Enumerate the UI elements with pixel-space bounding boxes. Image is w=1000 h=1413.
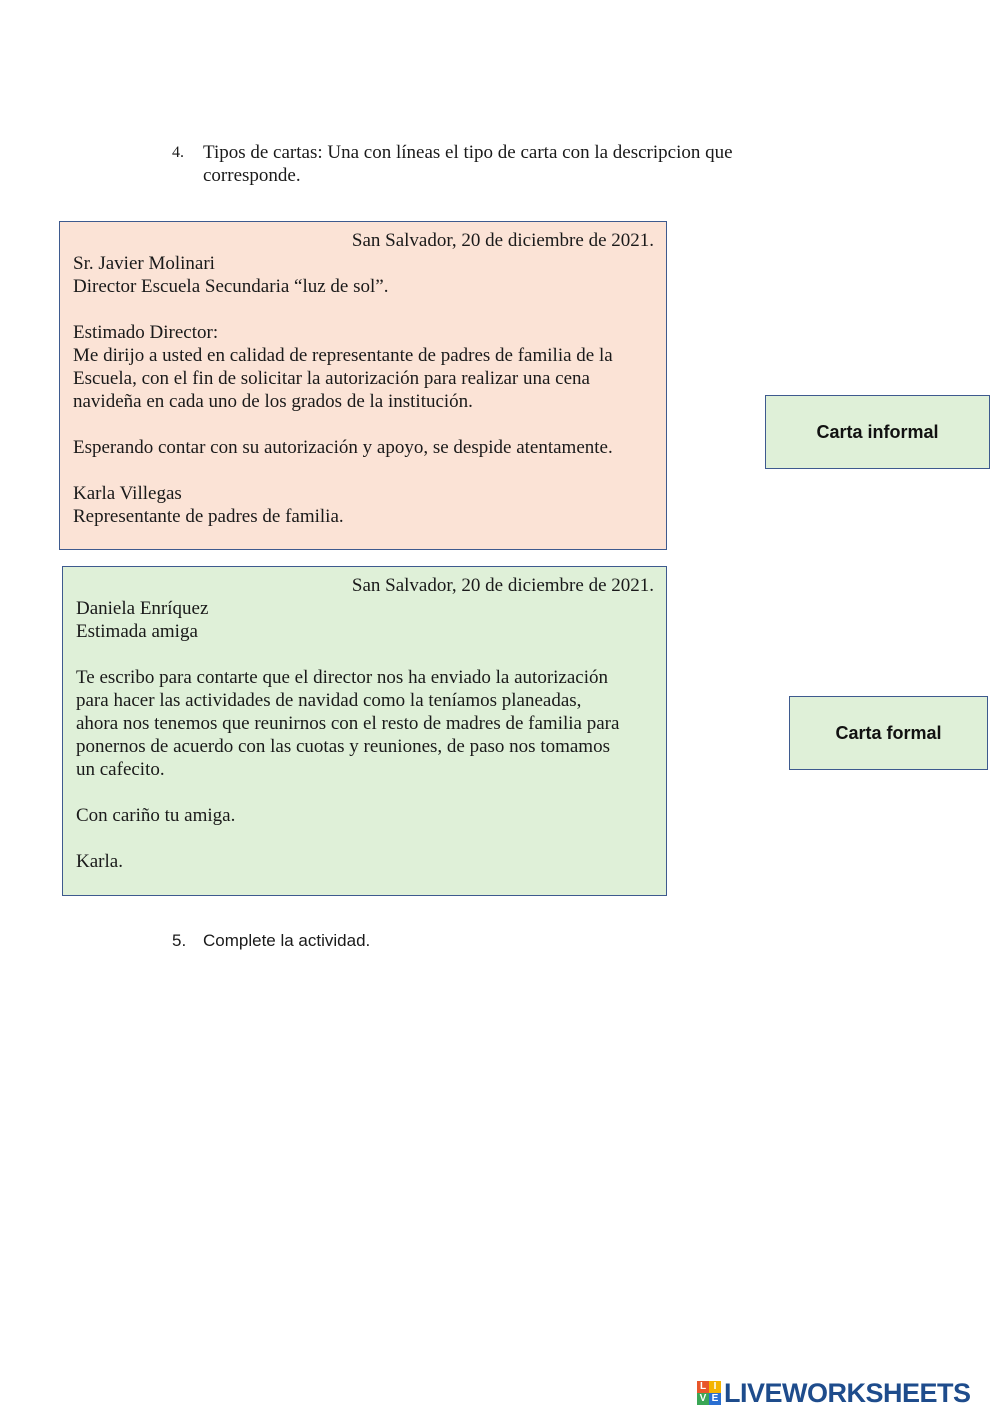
recipient-title: Director Escuela Secundaria “luz de sol”. bbox=[73, 276, 389, 297]
informal-letter-box bbox=[62, 566, 667, 896]
letter-body-line: Me dirijo a usted en calidad de representante de padres de familia de la bbox=[73, 345, 613, 366]
letter-body-line: ahora nos tenemos que reunirnos con el resto de madres de familia para bbox=[76, 713, 620, 734]
letter-body-line: un cafecito. bbox=[76, 759, 165, 780]
letter-date: San Salvador, 20 de diciembre de 2021. bbox=[351, 575, 654, 596]
question-text: Tipos de cartas: Una con líneas el tipo de carta con la descripcion que corresponde. bbox=[203, 142, 733, 186]
letter-body-line: Te escribo para contarte que el director nos ha enviado la autorización bbox=[76, 667, 609, 688]
letter-date: San Salvador, 20 de diciembre de 2021. bbox=[351, 230, 654, 251]
question-number: 5. bbox=[172, 931, 187, 950]
letter-body-line: para hacer las actividades de navidad como la teníamos planeadas, bbox=[76, 690, 582, 711]
letter-closing: Con cariño tu amiga. bbox=[76, 805, 236, 826]
label-carta-formal[interactable]: Carta formal bbox=[789, 696, 988, 770]
signature-title: Representante de padres de familia. bbox=[73, 506, 344, 527]
question-text: Complete la actividad. bbox=[203, 931, 371, 950]
question-5 bbox=[172, 929, 792, 952]
letter-greeting: Estimada amiga bbox=[76, 621, 198, 642]
letter-body-line: navideña en cada uno de los grados de la institución. bbox=[73, 391, 473, 412]
label-carta-informal[interactable]: Carta informal bbox=[765, 395, 990, 469]
letter-greeting: Estimado Director: bbox=[73, 322, 219, 343]
question-number: 4. bbox=[172, 144, 184, 161]
signature-name: Karla. bbox=[76, 851, 123, 872]
question-4 bbox=[172, 141, 792, 187]
recipient-name: Daniela Enríquez bbox=[76, 598, 209, 619]
letter-body-line: Escuela, con el fin de solicitar la autorización para realizar una cena bbox=[73, 368, 590, 389]
logo-letter: V bbox=[697, 1393, 709, 1405]
signature-name: Karla Villegas bbox=[73, 483, 182, 504]
formal-letter-box bbox=[59, 221, 667, 550]
recipient-name: Sr. Javier Molinari bbox=[73, 253, 215, 274]
brand-wordmark: LIVEWORKSHEETS bbox=[724, 1377, 971, 1408]
logo-letter: I bbox=[709, 1381, 721, 1393]
logo-letter: E bbox=[709, 1393, 721, 1405]
liveworksheets-logo-icon bbox=[697, 1381, 721, 1405]
liveworksheets-brand bbox=[697, 1378, 971, 1408]
letter-closing: Esperando contar con su autorización y apoyo, se despide atentamente. bbox=[73, 437, 613, 458]
letter-body-line: ponernos de acuerdo con las cuotas y reuniones, de paso nos tomamos bbox=[76, 736, 610, 757]
logo-letter: L bbox=[697, 1381, 709, 1393]
